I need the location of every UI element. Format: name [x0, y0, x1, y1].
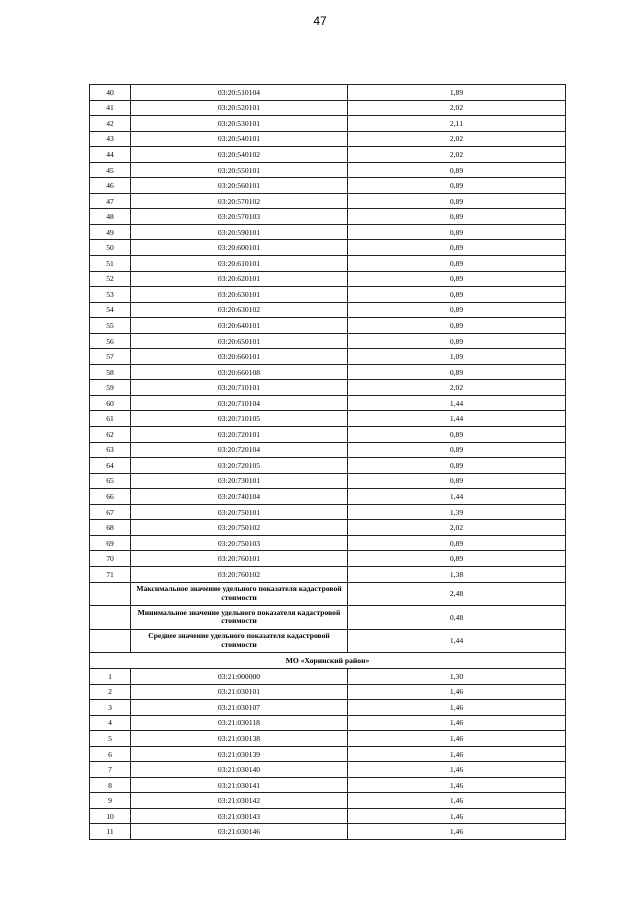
- specific-value-cell: 0,89: [348, 287, 566, 303]
- table-row: [90, 669, 566, 685]
- specific-value-cell: 0,89: [348, 302, 566, 318]
- specific-value-cell: 0,89: [348, 256, 566, 272]
- specific-value-cell: 1,46: [348, 731, 566, 747]
- row-number-cell: 49: [90, 224, 131, 240]
- cadastral-number-cell: 03:20:720104: [131, 442, 348, 458]
- row-number-cell: 8: [90, 777, 131, 793]
- specific-value-cell: 0,89: [348, 427, 566, 443]
- table-row: [90, 504, 566, 520]
- table-row: [90, 700, 566, 716]
- specific-value-cell: 2,02: [348, 520, 566, 536]
- table-row: [90, 147, 566, 163]
- table-row: [90, 777, 566, 793]
- specific-value-cell: 2,02: [348, 131, 566, 147]
- table-row: [90, 364, 566, 380]
- cadastral-number-cell: 03:21:030143: [131, 808, 348, 824]
- specific-value-cell: 0,89: [348, 333, 566, 349]
- row-number-cell: 67: [90, 504, 131, 520]
- table-row: [90, 349, 566, 365]
- specific-value-cell: 1,38: [348, 566, 566, 582]
- row-number-cell: 59: [90, 380, 131, 396]
- row-number-cell: 56: [90, 333, 131, 349]
- table-row: [90, 762, 566, 778]
- specific-value-cell: 1,89: [348, 85, 566, 101]
- table-row: [90, 535, 566, 551]
- cadastral-number-cell: 03:20:730101: [131, 473, 348, 489]
- table-row: [90, 427, 566, 443]
- row-number-cell: 55: [90, 318, 131, 334]
- cadastral-number-cell: 03:20:740104: [131, 489, 348, 505]
- table-row: [90, 395, 566, 411]
- cadastral-number-cell: 03:21:030118: [131, 715, 348, 731]
- cadastral-number-cell: 03:20:610101: [131, 256, 348, 272]
- row-number-cell: 47: [90, 193, 131, 209]
- cadastral-number-cell: 03:20:590101: [131, 224, 348, 240]
- summary-label-cell: Максимальное значение удельного показателя кадастровой стоимости: [131, 582, 348, 606]
- summary-value-cell: 1,44: [348, 629, 566, 653]
- cadastral-number-cell: 03:20:760102: [131, 566, 348, 582]
- cadastral-number-cell: 03:21:030146: [131, 824, 348, 840]
- specific-value-cell: 2,02: [348, 147, 566, 163]
- row-number-cell: 68: [90, 520, 131, 536]
- row-number-cell: 51: [90, 256, 131, 272]
- row-number-cell: 62: [90, 427, 131, 443]
- summary-label-cell: Среднее значение удельного показателя кадастровой стоимости: [131, 629, 348, 653]
- row-number-cell: 40: [90, 85, 131, 101]
- row-number-cell: 54: [90, 302, 131, 318]
- table-row: [90, 271, 566, 287]
- specific-value-cell: 1,46: [348, 700, 566, 716]
- table-row: [90, 684, 566, 700]
- cadastral-number-cell: 03:21:030139: [131, 746, 348, 762]
- cadastral-number-cell: 03:21:030107: [131, 700, 348, 716]
- cadastral-number-cell: 03:20:540101: [131, 131, 348, 147]
- table-row: [90, 746, 566, 762]
- table-body: [90, 85, 566, 840]
- table-row: [90, 380, 566, 396]
- specific-value-cell: 1,46: [348, 777, 566, 793]
- specific-value-cell: 0,89: [348, 193, 566, 209]
- specific-value-cell: 0,89: [348, 473, 566, 489]
- specific-value-cell: 1,46: [348, 808, 566, 824]
- summary-value-cell: 0,48: [348, 606, 566, 630]
- cadastral-number-cell: 03:20:530101: [131, 116, 348, 132]
- row-number-cell: 48: [90, 209, 131, 225]
- table-row: [90, 131, 566, 147]
- cadastral-number-cell: 03:20:750103: [131, 535, 348, 551]
- empty-cell: [90, 606, 131, 630]
- cadastral-number-cell: 03:20:620101: [131, 271, 348, 287]
- table-row: [90, 193, 566, 209]
- table-row: [90, 209, 566, 225]
- empty-cell: [90, 629, 131, 653]
- specific-value-cell: 1,46: [348, 762, 566, 778]
- specific-value-cell: 2,11: [348, 116, 566, 132]
- specific-value-cell: 1,46: [348, 793, 566, 809]
- row-number-cell: 66: [90, 489, 131, 505]
- cadastral-number-cell: 03:20:710101: [131, 380, 348, 396]
- specific-value-cell: 1,44: [348, 411, 566, 427]
- table-row: [90, 824, 566, 840]
- cadastral-number-cell: 03:20:720101: [131, 427, 348, 443]
- row-number-cell: 42: [90, 116, 131, 132]
- row-number-cell: 6: [90, 746, 131, 762]
- cadastral-number-cell: 03:21:030140: [131, 762, 348, 778]
- cadastral-number-cell: 03:20:560101: [131, 178, 348, 194]
- cadastral-number-cell: 03:20:650101: [131, 333, 348, 349]
- specific-value-cell: 0,89: [348, 551, 566, 567]
- cadastral-number-cell: 03:20:720105: [131, 458, 348, 474]
- table-row: [90, 302, 566, 318]
- cadastral-number-cell: 03:20:630102: [131, 302, 348, 318]
- row-number-cell: 60: [90, 395, 131, 411]
- row-number-cell: 52: [90, 271, 131, 287]
- specific-value-cell: 0,89: [348, 318, 566, 334]
- cadastral-number-cell: 03:21:030101: [131, 684, 348, 700]
- cadastral-number-cell: 03:20:760101: [131, 551, 348, 567]
- specific-value-cell: 0,89: [348, 209, 566, 225]
- row-number-cell: 5: [90, 731, 131, 747]
- table-row: [90, 256, 566, 272]
- row-number-cell: 43: [90, 131, 131, 147]
- table-row: [90, 411, 566, 427]
- table-row: [90, 287, 566, 303]
- page-number: 47: [313, 14, 327, 28]
- row-number-cell: 4: [90, 715, 131, 731]
- row-number-cell: 57: [90, 349, 131, 365]
- table-row: [90, 489, 566, 505]
- row-number-cell: 65: [90, 473, 131, 489]
- row-number-cell: 2: [90, 684, 131, 700]
- specific-value-cell: 0,89: [348, 364, 566, 380]
- cadastral-number-cell: 03:21:030138: [131, 731, 348, 747]
- section-header-row: [90, 653, 566, 669]
- cadastral-number-cell: 03:20:710105: [131, 411, 348, 427]
- row-number-cell: 10: [90, 808, 131, 824]
- specific-value-cell: 1,46: [348, 715, 566, 731]
- cadastral-number-cell: 03:20:540102: [131, 147, 348, 163]
- specific-value-cell: 1,39: [348, 504, 566, 520]
- cadastral-number-cell: 03:20:750101: [131, 504, 348, 520]
- row-number-cell: 11: [90, 824, 131, 840]
- row-number-cell: 71: [90, 566, 131, 582]
- table-row: [90, 566, 566, 582]
- table-row: [90, 333, 566, 349]
- specific-value-cell: 1,30: [348, 669, 566, 685]
- specific-value-cell: 1,44: [348, 489, 566, 505]
- specific-value-cell: 0,89: [348, 240, 566, 256]
- cadastral-value-table: [89, 84, 566, 840]
- table-row: [90, 808, 566, 824]
- row-number-cell: 9: [90, 793, 131, 809]
- empty-cell: [90, 582, 131, 606]
- table-row: [90, 224, 566, 240]
- cadastral-number-cell: 03:20:550101: [131, 162, 348, 178]
- specific-value-cell: 0,89: [348, 178, 566, 194]
- specific-value-cell: 0,89: [348, 162, 566, 178]
- cadastral-number-cell: 03:20:710104: [131, 395, 348, 411]
- row-number-cell: 44: [90, 147, 131, 163]
- table-row: [90, 116, 566, 132]
- summary-value-cell: 2,48: [348, 582, 566, 606]
- table-row: [90, 85, 566, 101]
- summary-label-cell: Минимальное значение удельного показателя кадастровой стоимости: [131, 606, 348, 630]
- specific-value-cell: 1,46: [348, 746, 566, 762]
- table-row: [90, 473, 566, 489]
- summary-row: [90, 606, 566, 630]
- summary-row: [90, 582, 566, 606]
- row-number-cell: 61: [90, 411, 131, 427]
- row-number-cell: 7: [90, 762, 131, 778]
- specific-value-cell: 1,46: [348, 824, 566, 840]
- row-number-cell: 45: [90, 162, 131, 178]
- specific-value-cell: 1,44: [348, 395, 566, 411]
- summary-row: [90, 629, 566, 653]
- table-row: [90, 162, 566, 178]
- specific-value-cell: 1,46: [348, 684, 566, 700]
- row-number-cell: 41: [90, 100, 131, 116]
- table-row: [90, 520, 566, 536]
- table-row: [90, 100, 566, 116]
- row-number-cell: 50: [90, 240, 131, 256]
- row-number-cell: 69: [90, 535, 131, 551]
- row-number-cell: 53: [90, 287, 131, 303]
- table-row: [90, 458, 566, 474]
- table-row: [90, 551, 566, 567]
- row-number-cell: 63: [90, 442, 131, 458]
- cadastral-number-cell: 03:20:570103: [131, 209, 348, 225]
- specific-value-cell: 2,02: [348, 100, 566, 116]
- cadastral-number-cell: 03:20:630101: [131, 287, 348, 303]
- cadastral-number-cell: 03:20:660101: [131, 349, 348, 365]
- cadastral-number-cell: 03:21:030141: [131, 777, 348, 793]
- cadastral-number-cell: 03:20:510104: [131, 85, 348, 101]
- row-number-cell: 1: [90, 669, 131, 685]
- specific-value-cell: 0,89: [348, 535, 566, 551]
- cadastral-number-cell: 03:21:030142: [131, 793, 348, 809]
- table-row: [90, 318, 566, 334]
- cadastral-number-cell: 03:20:520101: [131, 100, 348, 116]
- row-number-cell: 46: [90, 178, 131, 194]
- cadastral-number-cell: 03:20:660108: [131, 364, 348, 380]
- row-number-cell: 3: [90, 700, 131, 716]
- table-row: [90, 178, 566, 194]
- table-row: [90, 715, 566, 731]
- specific-value-cell: 0,89: [348, 442, 566, 458]
- cadastral-number-cell: 03:20:750102: [131, 520, 348, 536]
- table-row: [90, 793, 566, 809]
- table-row: [90, 240, 566, 256]
- row-number-cell: 64: [90, 458, 131, 474]
- row-number-cell: 70: [90, 551, 131, 567]
- specific-value-cell: 0,89: [348, 458, 566, 474]
- cadastral-number-cell: 03:20:570102: [131, 193, 348, 209]
- row-number-cell: 58: [90, 364, 131, 380]
- section-title-cell: МО «Хоринский район»: [90, 653, 566, 669]
- specific-value-cell: 2,02: [348, 380, 566, 396]
- specific-value-cell: 0,89: [348, 271, 566, 287]
- specific-value-cell: 1,09: [348, 349, 566, 365]
- cadastral-number-cell: 03:21:000000: [131, 669, 348, 685]
- cadastral-number-cell: 03:20:600101: [131, 240, 348, 256]
- table-row: [90, 731, 566, 747]
- table-row: [90, 442, 566, 458]
- cadastral-number-cell: 03:20:640101: [131, 318, 348, 334]
- specific-value-cell: 0,89: [348, 224, 566, 240]
